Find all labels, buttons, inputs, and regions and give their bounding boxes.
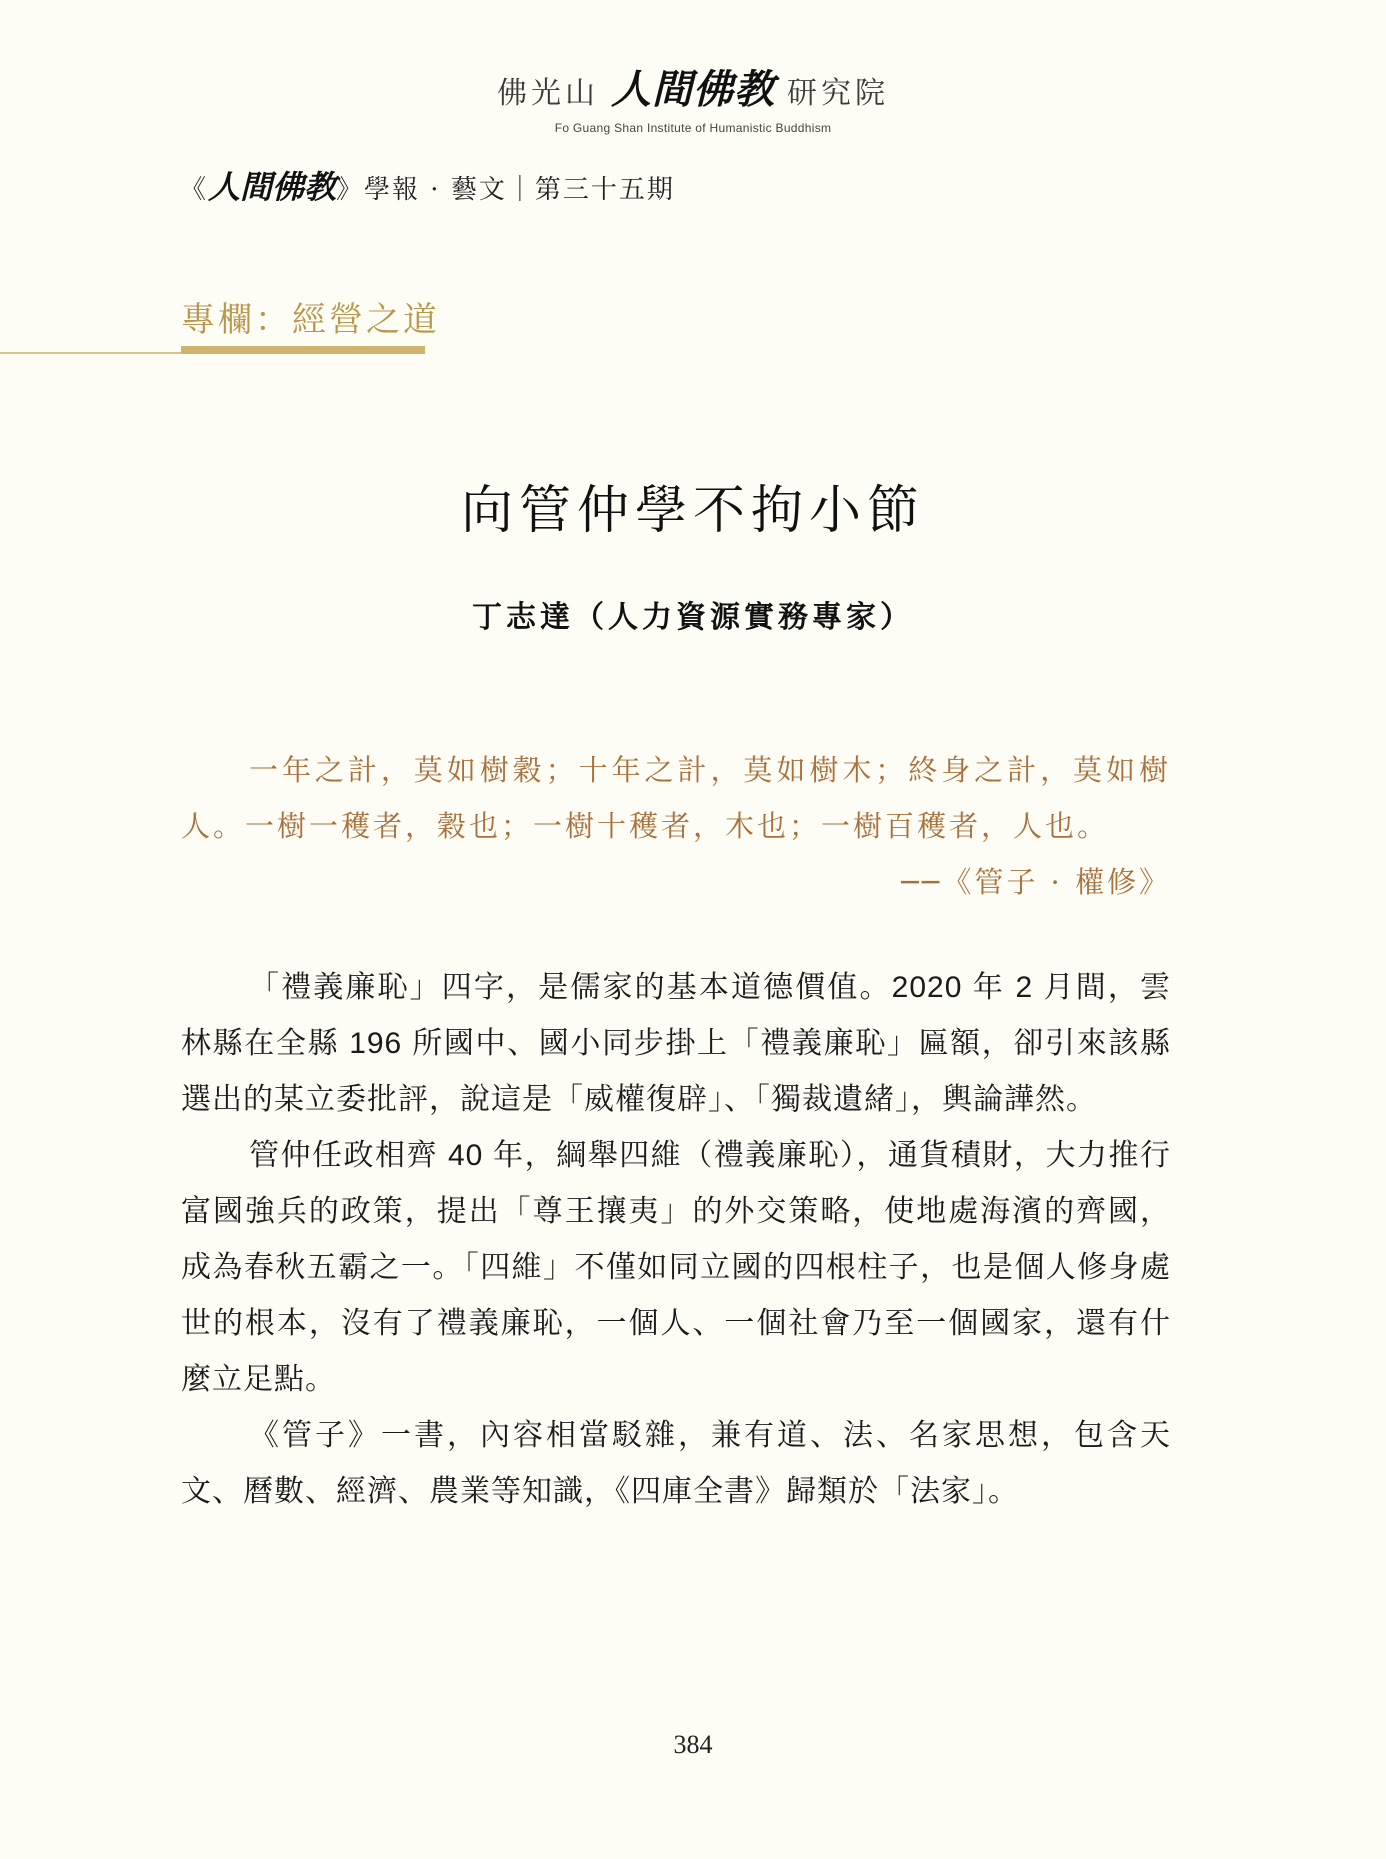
journal-issue-info: 學報 · 藝文｜第三十五期 xyxy=(364,175,675,205)
institute-header xyxy=(0,58,1386,135)
article-title: 向管仲學不拘小節 xyxy=(460,481,925,541)
author-byline: 丁志達（人力資源實務專家） xyxy=(472,600,914,635)
journal-running-header xyxy=(180,162,675,208)
epigraph-source: ──《管子 · 權修》 xyxy=(901,865,1171,899)
body-paragraph-3: 《管子》一書，內容相當駁雜，兼有道、法、名家思想，包含天文、曆數、經濟、農業等知識，《四庫全書》歸類於「法家」。 xyxy=(181,1419,1171,1508)
epigraph xyxy=(181,742,1171,910)
article-body xyxy=(181,960,1171,1520)
institute-name xyxy=(497,58,889,115)
journal-brand: 人間佛教 xyxy=(208,168,337,206)
page-number: 384 xyxy=(673,1730,713,1759)
journal-close-bracket: 》 xyxy=(336,175,365,205)
column-label: 專欄：經營之道 xyxy=(181,300,440,340)
column-divider-accent xyxy=(181,346,425,354)
institute-prefix: 佛光山 xyxy=(497,76,599,111)
institute-english-name: Fo Guang Shan Institute of Humanistic Buddhism xyxy=(554,121,832,135)
brand-logo-text: 人間佛教 xyxy=(611,67,775,113)
epigraph-quote: 一年之計，莫如樹穀；十年之計，莫如樹木；終身之計，莫如樹人。一樹一穫者，穀也；一樹十穫者，木也；一樹百穫者，人也。 xyxy=(181,753,1171,843)
institute-suffix: 研究院 xyxy=(787,76,889,111)
body-paragraph-1: 「禮義廉恥」四字，是儒家的基本道德價值。2020 年 2 月間，雲林縣在全縣 196 所國中、國小同步掛上「禮義廉恥」匾額，卻引來該縣選出的某立委批評，說這是「威權復辟」、「獨裁遺緒」，輿論譁然。 xyxy=(181,971,1171,1116)
journal-open-bracket: 《 xyxy=(180,175,209,205)
body-paragraph-2: 管仲任政相齊 40 年，綱舉四維（禮義廉恥），通貨積財，大力推行富國強兵的政策，提出「尊王攘夷」的外交策略，使地處海濱的齊國，成為春秋五霸之一。「四維」不僅如同立國的四根柱子，也是個人修身處世的根本，沒有了禮義廉恥，一個人、一個社會乃至一個國家，還有什麼立足點。 xyxy=(181,1139,1171,1396)
